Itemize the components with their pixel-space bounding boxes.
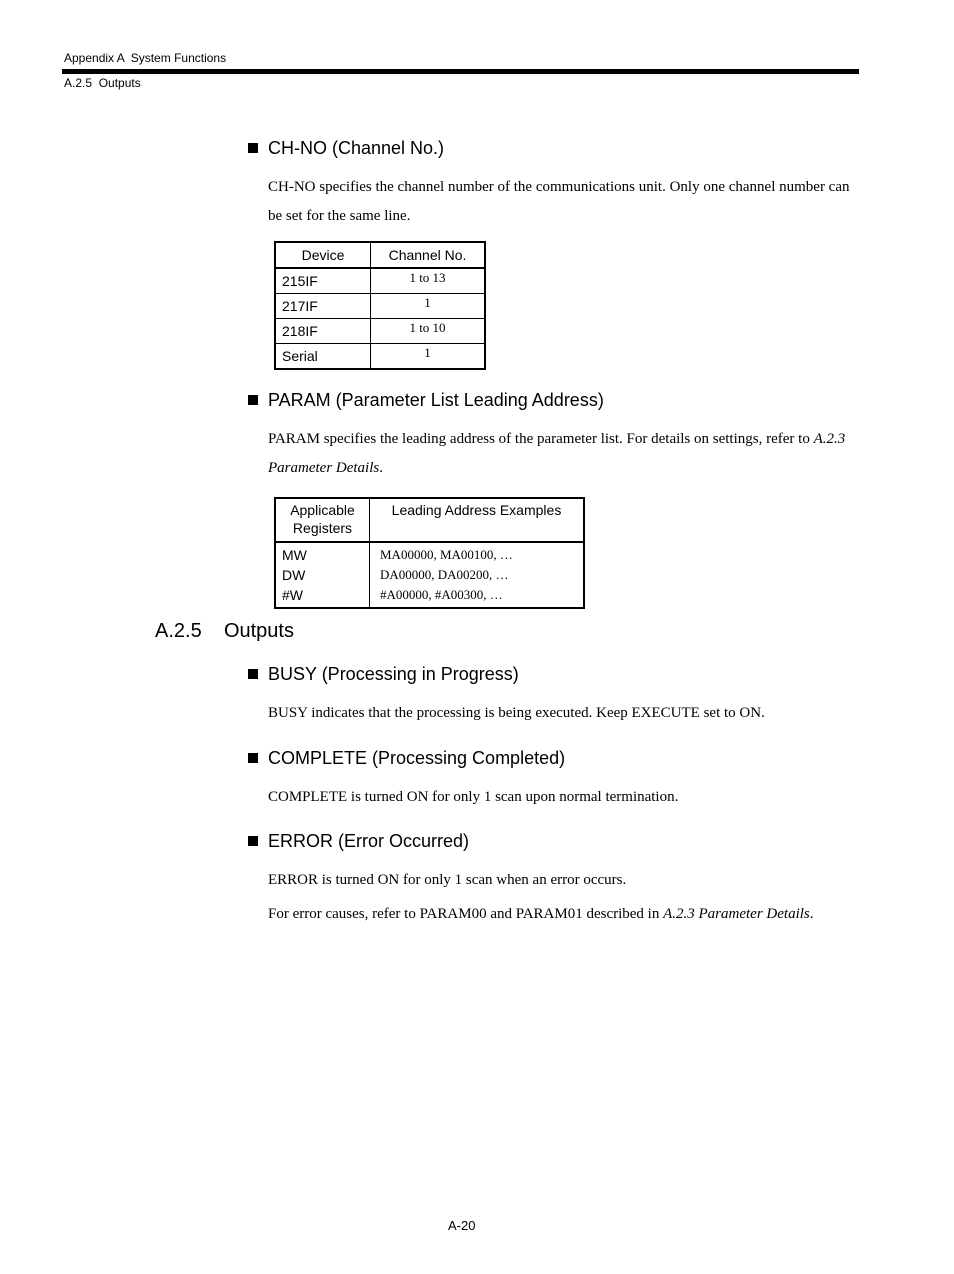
example-value: MA00000, MA00100, … bbox=[380, 547, 513, 562]
busy-heading-text: BUSY (Processing in Progress) bbox=[268, 664, 519, 684]
column-header-registers bbox=[275, 498, 370, 542]
param-cross-reference: A.2.3 Parameter Details bbox=[268, 431, 846, 476]
register-value: #W bbox=[282, 587, 303, 603]
register-value: DW bbox=[282, 567, 306, 583]
square-bullet-icon bbox=[248, 669, 258, 679]
param-heading bbox=[248, 389, 604, 411]
registers-cell bbox=[275, 542, 370, 608]
page-number: A-20 bbox=[448, 1218, 476, 1233]
table-row bbox=[275, 344, 485, 370]
running-header-chapter: Appendix A System Functions bbox=[64, 51, 227, 65]
param-body-text: PARAM specifies the leading address of the parameter list. For details on settings, refer to bbox=[268, 431, 810, 447]
square-bullet-icon bbox=[248, 753, 258, 763]
running-header-section: A.2.5 Outputs bbox=[64, 76, 141, 90]
table-header-row bbox=[275, 498, 584, 542]
header-rule bbox=[62, 69, 859, 74]
busy-heading bbox=[248, 663, 519, 685]
section-number: A.2.5 bbox=[155, 620, 202, 642]
param-heading-text: PARAM (Parameter List Leading Address) bbox=[268, 390, 604, 410]
channel-cell: 1 bbox=[371, 294, 486, 319]
complete-heading-text: COMPLETE (Processing Completed) bbox=[268, 748, 566, 768]
square-bullet-icon bbox=[248, 143, 258, 153]
example-value: DA00000, DA00200, … bbox=[380, 567, 509, 582]
section-heading bbox=[155, 619, 294, 643]
device-cell: Serial bbox=[275, 344, 371, 370]
param-body-suffix: . bbox=[379, 459, 383, 476]
register-value: MW bbox=[282, 547, 307, 563]
square-bullet-icon bbox=[248, 395, 258, 405]
error-paragraph-1: ERROR is turned ON for only 1 scan when an error occurs. bbox=[268, 872, 627, 888]
busy-paragraph: BUSY indicates that the processing is being executed. Keep EXECUTE set to ON. bbox=[268, 705, 765, 721]
device-cell: 218IF bbox=[275, 319, 371, 344]
channel-cell: 1 bbox=[371, 344, 486, 370]
error-body-suffix: . bbox=[809, 906, 814, 922]
square-bullet-icon bbox=[248, 836, 258, 846]
error-heading-text: ERROR (Error Occurred) bbox=[268, 831, 470, 851]
header-registers-line2: Registers bbox=[292, 520, 353, 536]
device-cell: 217IF bbox=[275, 294, 371, 319]
table-row bbox=[275, 542, 584, 608]
table-header-row bbox=[275, 242, 485, 268]
channel-cell: 1 to 10 bbox=[371, 319, 486, 344]
section-title: Outputs bbox=[223, 620, 294, 642]
error-heading bbox=[248, 830, 469, 852]
chno-heading-text: CH-NO (Channel No.) bbox=[268, 138, 445, 158]
channel-table bbox=[274, 241, 486, 370]
complete-paragraph: COMPLETE is turned ON for only 1 scan upon normal termination. bbox=[268, 789, 679, 805]
table-row bbox=[275, 294, 485, 319]
column-header-examples: Leading Address Examples bbox=[370, 498, 585, 542]
table-row bbox=[275, 268, 485, 294]
chno-heading bbox=[248, 137, 444, 159]
channel-cell: 1 to 13 bbox=[371, 268, 486, 294]
register-table bbox=[274, 497, 585, 609]
header-registers-line1: Applicable bbox=[290, 502, 355, 518]
param-paragraph bbox=[268, 425, 863, 482]
examples-cell bbox=[370, 542, 585, 608]
example-value: #A00000, #A00300, … bbox=[380, 587, 503, 602]
complete-heading bbox=[248, 747, 565, 769]
error-body-text: For error causes, refer to PARAM00 and PARAM01 described in bbox=[268, 906, 660, 922]
error-cross-reference: A.2.3 Parameter Details bbox=[663, 906, 810, 922]
table-row bbox=[275, 319, 485, 344]
column-header-device: Device bbox=[275, 242, 371, 268]
column-header-channel: Channel No. bbox=[371, 242, 486, 268]
device-cell: 215IF bbox=[275, 268, 371, 294]
chno-paragraph: CH-NO specifies the channel number of the communications unit. Only one channel number can be set for the same line. bbox=[268, 179, 850, 224]
error-paragraph-2 bbox=[268, 900, 888, 929]
